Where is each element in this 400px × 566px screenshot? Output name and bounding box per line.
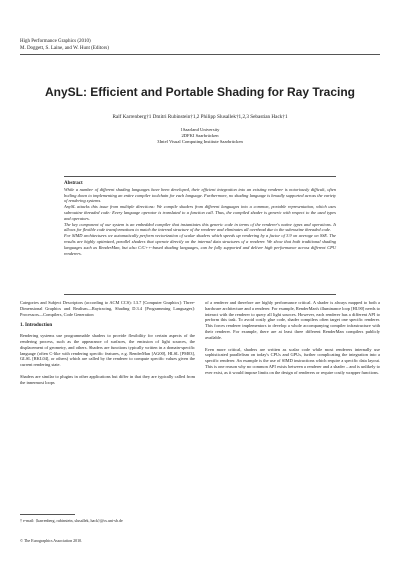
body-paragraph: of a renderer and therefore are highly performance critical. A shader is always mapped to both a hardware architecture and a renderer. For example, RenderMan's illuminance loop [HL90] needs to interact with the renderer to query all light sources. However, each renderer has a different API to perform this task. To avoid costly glue code, shader compilers often target one specific renderer. This forces renderer implementors to develop a whole accompanying compiler infrastructure with their renderer. For example, there are at least three different RenderMan compilers publicly available.: [205, 300, 380, 340]
abstract-top-rule: [64, 176, 336, 177]
proceedings-editors: M. Doggett, S. Laine, and W. Hunt (Editors): [20, 46, 109, 51]
intro-paragraph: Rendering systems use programmable shaders to provide flexibility for certain aspects of the rendering process, such as the appearance of surfaces, the emission of light sources, the displacement of geometry, and others. Shaders are functions typically written in a domain-specific language (often C-like with rendering specific features, e.g. RenderMan [AG00], HLSL [PM03], GLSL [RKL04], or others) which are called by the renderer to compute specific values given the current rendering state.: [20, 333, 195, 368]
body-paragraph: Even more critical, shaders are written as scalar code while most renderers internally use sophisticated parallelism on today's CPUs and GPUs, further complicating the integration into a specific renderer. An example is the use of SIMD instructions which require a specific data layout. This is one reason why no common API exists between a renderer and a shader – and is unlikely to ever exist, as it would impose limits on the design of renderers or require costly wrapper functions.: [205, 346, 380, 375]
header-rule: [20, 54, 380, 55]
footnote-emails: † e-mail: {karrenberg, rubinstein, slusallek, hack}@cs.uni-sb.de: [20, 518, 123, 523]
intro-paragraph: Shaders are similar to plugins in other applications but differ in that they are typically called from the innermost loops: [20, 373, 195, 385]
abstract-paragraph: The key component of our system is an embedded compiler that instantiates this generic code in terms of the renderer's native types and operations. It allows for flexible code transformations to match the internal structure of the renderer and eliminates all overhead due to the subroutine threaded code.: [64, 221, 336, 233]
footnote-rule: [20, 514, 75, 515]
paper-title: AnySL: Efficient and Portable Shading for Ray Tracing: [44, 85, 356, 99]
proceedings-venue: High Performance Graphics (2010): [20, 39, 91, 44]
author-list: Ralf Karrenberg†1 Dmitri Rubinstein†1,2 Philipp Slusallek†1,2,3 Sebastian Hack†1: [112, 114, 288, 120]
abstract-paragraph: For SIMD architectures we automatically perform vectorization of scalar shaders which speeds up rendering by a factor of 3.9 on average on SSE. The results are highly optimized, parallel shaders that operate directly on the internal data structures of a renderer. We show that both traditional shading languages such as RenderMan, but also C/C++-based shading languages, can be fully supported and deliver high performance across different CPU renderers.: [64, 233, 336, 256]
proceedings-header: [20, 38, 109, 52]
abstract-paragraph: AnySL attacks this issue from multiple directions: We compile shaders from different languages into a common, portable representation, which uses subroutine threaded code: Every language operator is translated to a function call. Thus, the compiled shader is generic with respect to the used types and operators.: [64, 204, 336, 221]
section-heading: 1. Introduction: [20, 323, 53, 329]
copyright-notice: © The Eurographics Association 2010.: [20, 538, 83, 543]
abstract: [64, 181, 336, 256]
categories: Categories and Subject Descriptors (according to ACM CCS): I.3.7 [Computer Graphics]: Three-Dimensional Graphics and Realism—Raytracing, Shading D.3.4 [Programming Languages]: Processors—Compilers, Code Generation: [20, 300, 195, 317]
abstract-heading: Abstract: [64, 181, 83, 186]
affiliation-3: 3Intel Visual Computing Institute Saarbrücken: [157, 139, 243, 144]
affiliation-2: 2DFKI Saarbrücken: [181, 133, 219, 138]
left-column: [20, 300, 195, 392]
right-column: [205, 300, 380, 382]
abstract-bottom-rule: [64, 294, 336, 295]
affiliations: [0, 127, 400, 145]
abstract-paragraph: While a number of different shading languages have been developed, their efficient integration into an existing renderer is notoriously difficult, often boiling down to implementing an entire compiler toolchain for each language. Furthermore, no shading language is broadly supported across the variety of rendering systems.: [64, 186, 336, 204]
affiliation-1: 1Saarland University: [180, 127, 220, 132]
